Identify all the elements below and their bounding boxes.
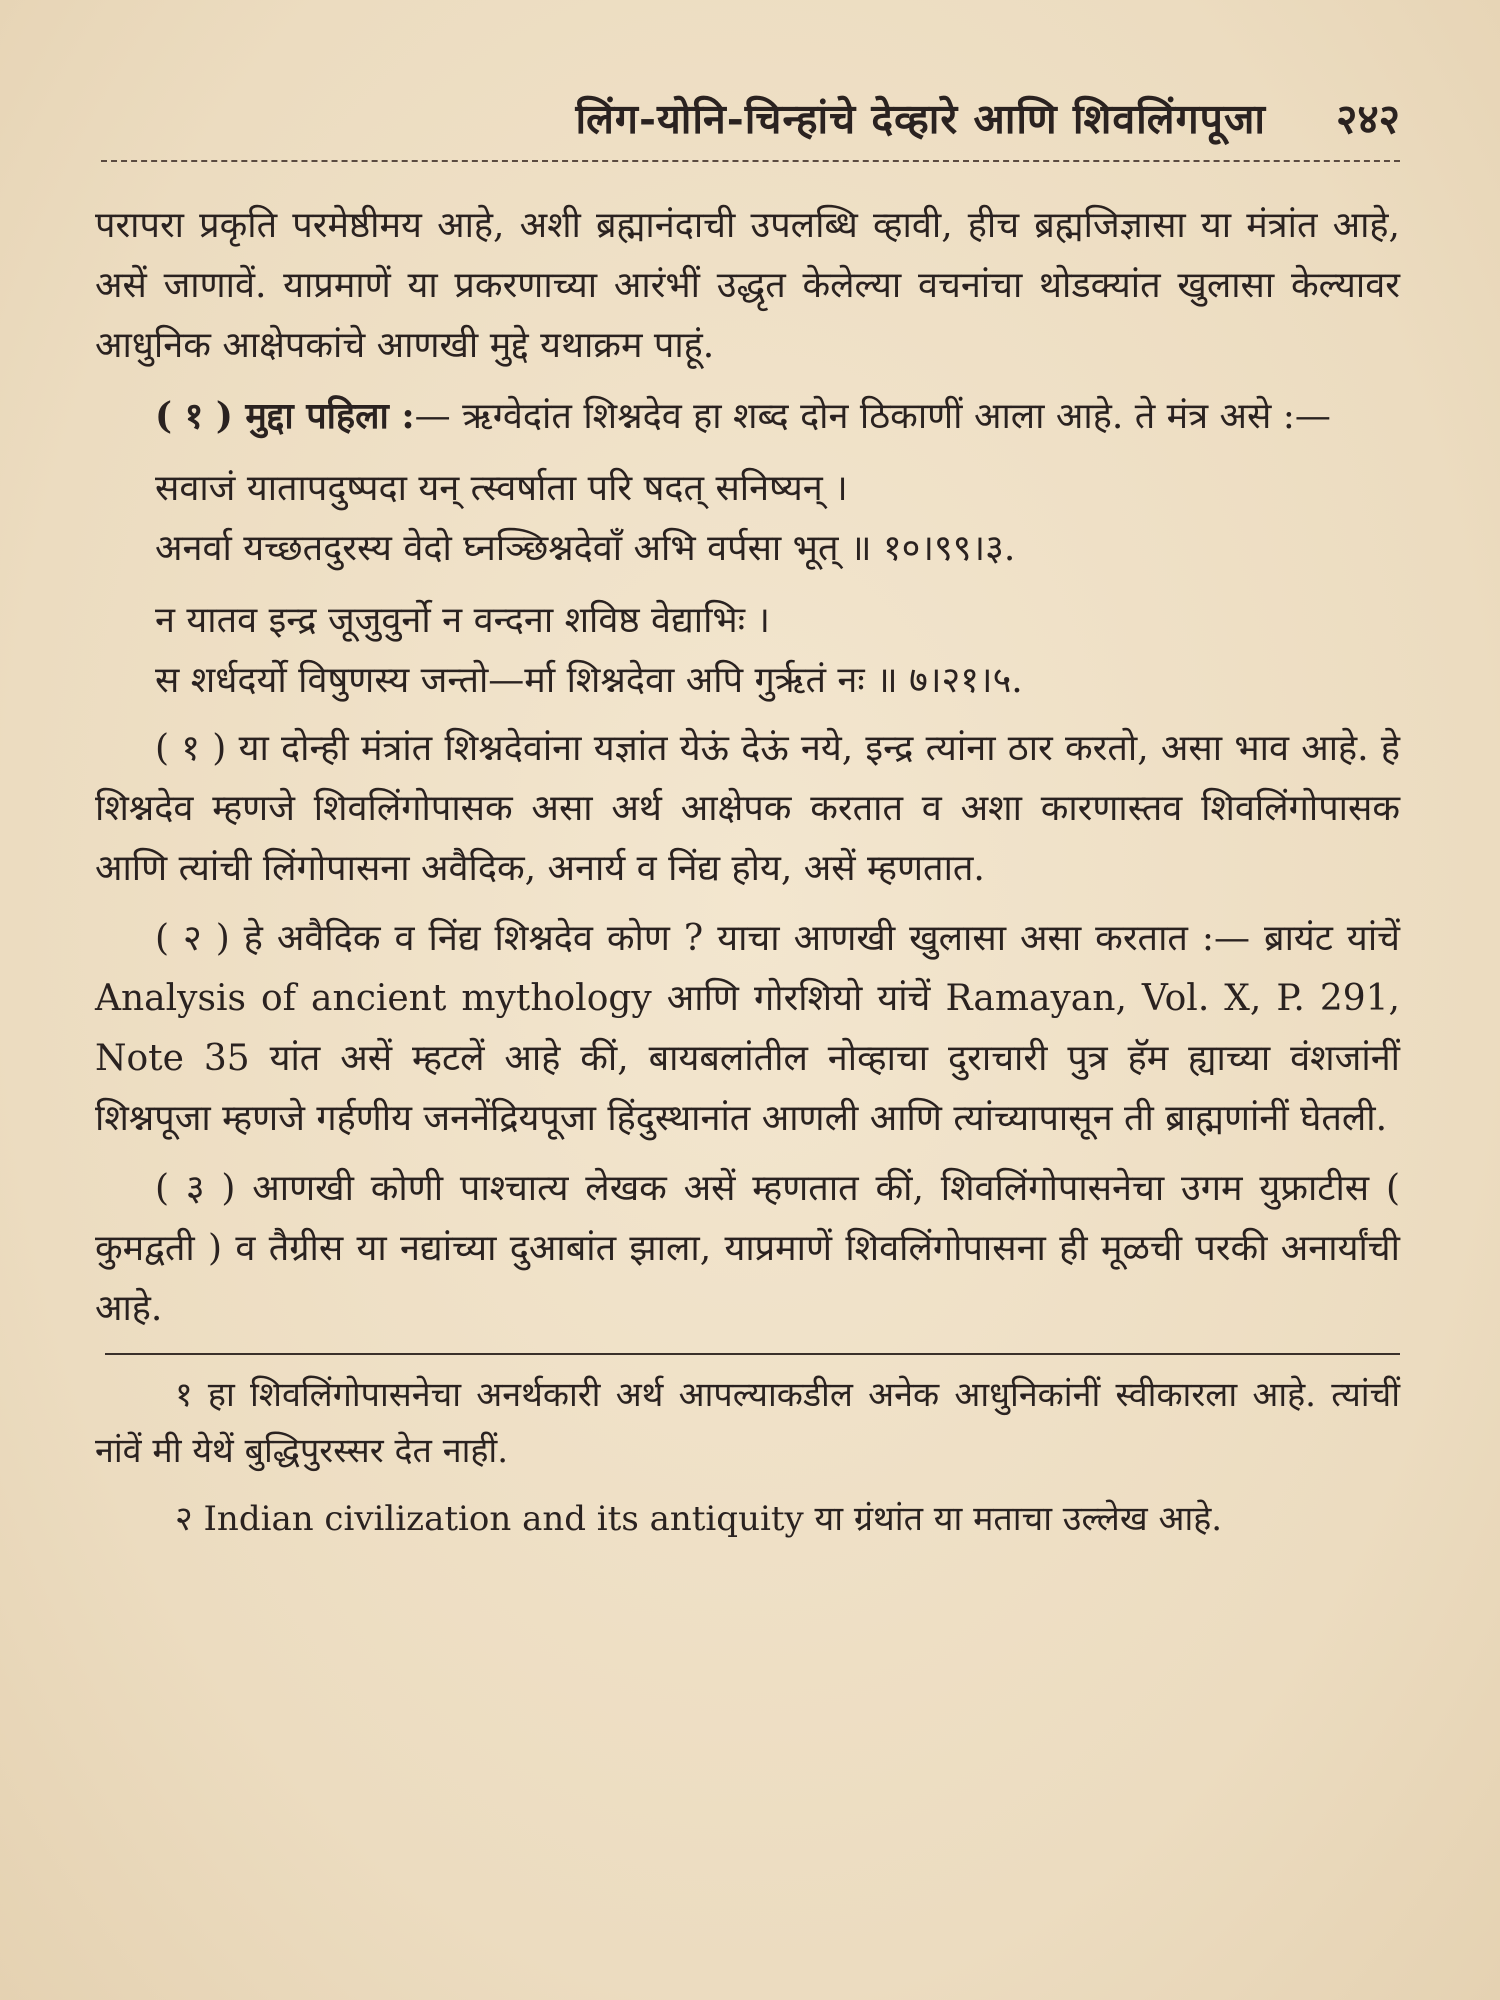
paragraph-5: ( ३ ) आणखी कोणी पाश्चात्य लेखक असें म्हणतात कीं, शिवलिंगोपासनेचा उगम युफ्राटीस ( कुमद्वती ) व तैग्रीस या नद्यांच्या दुआबांत झाला, याप्रमाणें शिवलिंगोपासना ही मूळची परकी अनार्यांची आहे. [95,1168,1400,1329]
verse-line: सवाजं यातापदुष्पदा यन् त्स्वर्षाता परि षदत् सनिष्यन् । [155,468,848,509]
footnote-rule [105,1353,1400,1355]
paragraph-2 [95,386,1400,447]
header-rule [101,160,1400,170]
verse-line: न यातव इन्द्र जूजुवुर्नो न वन्दना शविष्ठ वेद्याभिः । [155,600,771,641]
footnote-2: २ Indian civilization and its antiquity या ग्रंथांत या मताचा उल्लेख आहे. [175,1499,1223,1539]
footnote-1: १ हा शिवलिंगोपासनेचा अनर्थकारी अर्थ आपल्याकडील अनेक आधुनिकांनीं स्वीकारला आहे. त्यांचीं नांवें मी येथें बुद्धिपुरस्सर देत नाहीं. [95,1375,1400,1471]
point-heading: ( १ ) मुद्दा पहिला : [155,395,415,437]
verse-line: स शर्धदर्यो विषुणस्य जन्तो—र्मा शिश्नदेवा अपि गुर्ऋतं नः ॥ ७।२१।५. [155,660,1023,701]
paragraph-4: ( २ ) हे अवैदिक व निंद्य शिश्नदेव कोण ? याचा आणखी खुलासा असा करतात :— ब्रायंट यांचें Analysis of ancient mythology आणि गोरशियो यांचें Ramayan, Vol. X, P. 291, Note 35 यांत असें म्हटलें आहे कीं, बायबलांतील नोव्हाचा दुराचारी पुत्र हॅम ह्याच्या वंशजांनीं शिश्नपूजा म्हणजे गर्हणीय जननेंद्रियपूजा हिंदुस्थानांत आणली आणि त्यांच्यापासून ती ब्राह्मणांनीं घेतली. [95,918,1400,1139]
paragraph-1: परापरा प्रकृति परमेष्ठीमय आहे, अशी ब्रह्मानंदाची उपलब्धि व्हावी, हीच ब्रह्मजिज्ञासा या मंत्रांत आहे, असें जाणावें. याप्रमाणें या प्रकरणाच्या आरंभीं उद्धृत केलेल्या वचनांचा थोडक्यांत खुलासा केल्यावर आधुनिक आक्षेपकांचे आणखी मुद्दे यथाक्रम पाहूं. [95,205,1400,366]
paragraph-2-text: — ऋग्वेदांत शिश्नदेव हा शब्द दोन ठिकाणीं आला आहे. ते मंत्र असे :— [414,396,1331,437]
verse-line: अनर्वा यच्छतदुरस्य वेदो घ्नञ्छिश्नदेवाँ अभि वर्पसा भूत् ॥ १०।९९।३. [155,528,1016,569]
verse-block-1 [95,459,1400,579]
verse-block-2 [95,591,1400,711]
page-header [95,90,1400,146]
page-number: २४२ [1336,95,1400,143]
paragraph-3: ( १ ) या दोन्ही मंत्रांत शिश्नदेवांना यज्ञांत येऊं देऊं नये, इन्द्र त्यांना ठार करतो, असा भाव आहे. हे शिश्नदेव म्हणजे शिवलिंगोपासक असा अर्थ आक्षेपक करतात व अशा कारणास्तव शिवलिंगोपासक आणि त्यांची लिंगोपासना अवैदिक, अनार्य व निंद्य होय, असें म्हणतात. [95,728,1400,889]
running-title: लिंग-योनि-चिन्हांचे देव्हारे आणि शिवलिंगपूजा [575,95,1267,143]
